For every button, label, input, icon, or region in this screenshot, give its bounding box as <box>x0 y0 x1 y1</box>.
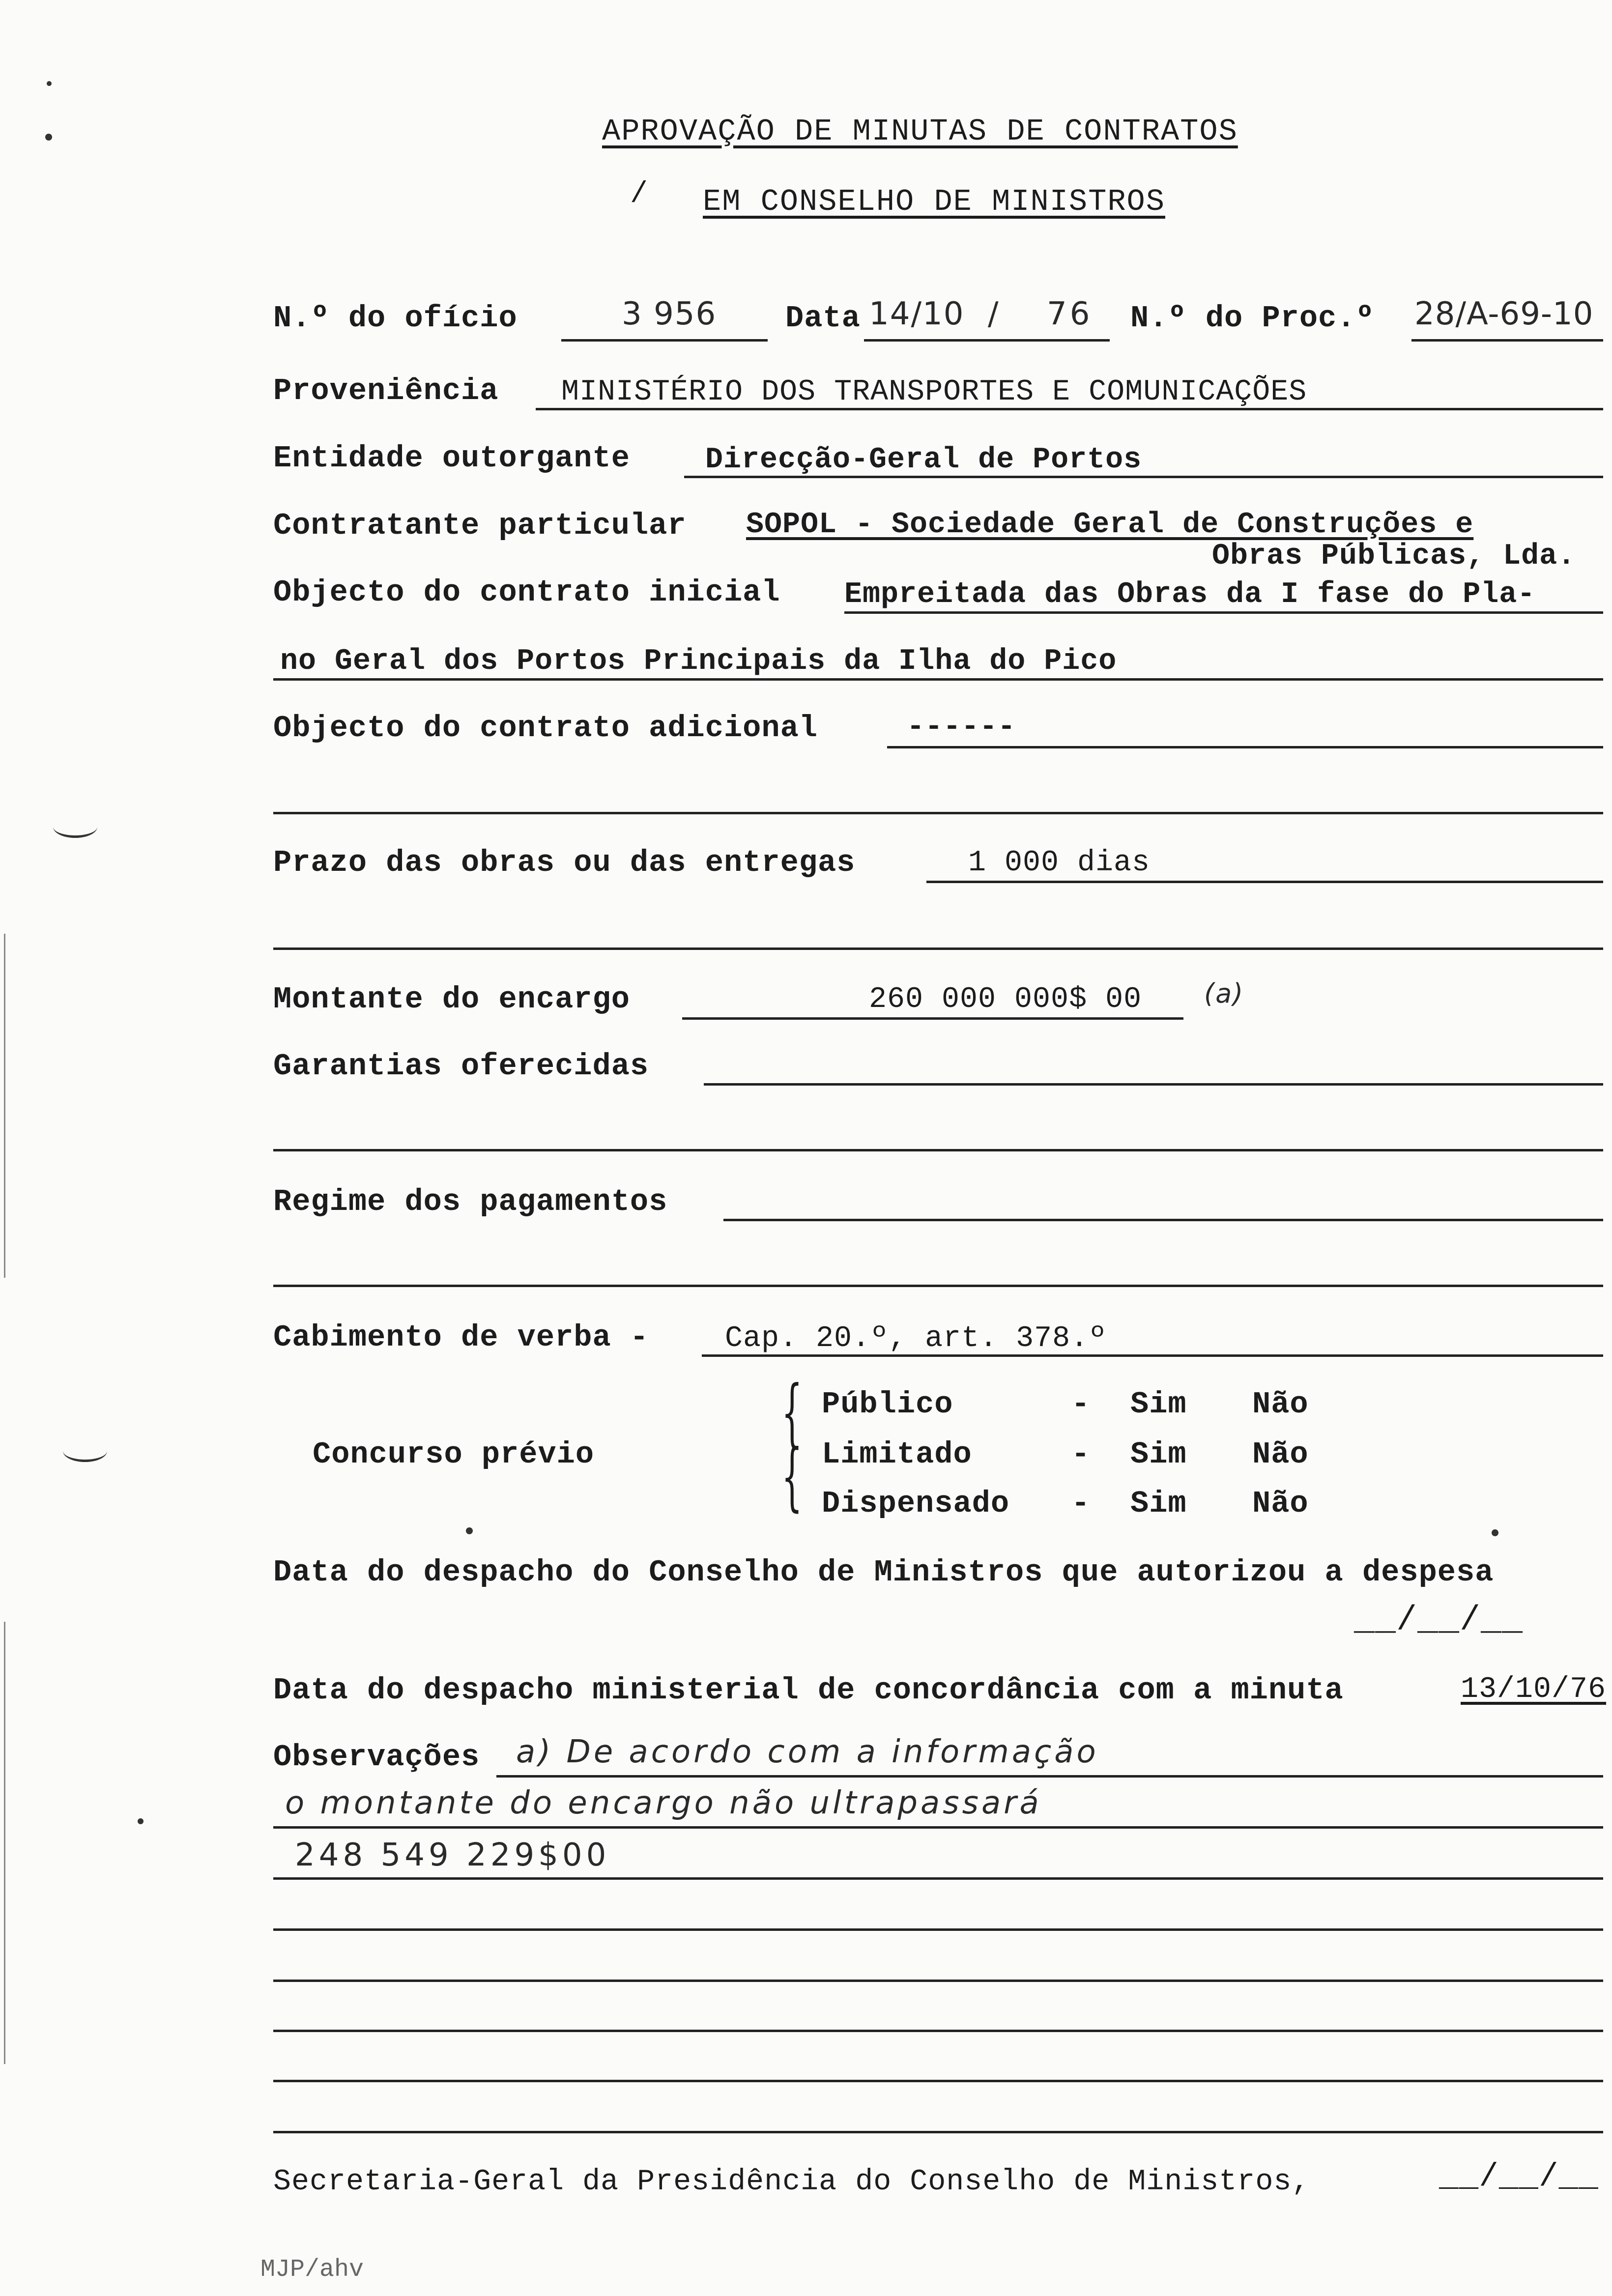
contratante-label: Contratante particular <box>273 508 687 543</box>
montante-label: Montante do encargo <box>273 982 630 1017</box>
concurso-dash: - <box>1071 1486 1091 1521</box>
concurso-sim[interactable]: Sim <box>1130 1486 1187 1521</box>
oficio-value: 3 956 <box>622 296 717 332</box>
objecto-inicial-value-line2: no Geral dos Portos Principais da Ilha do Pico <box>280 645 1117 678</box>
entidade-value: Direcção-Geral de Portos <box>705 443 1142 477</box>
cabimento-value: Cap. 20.º, art. 378.º <box>725 1322 1107 1355</box>
concurso-option-dispensado[interactable]: Dispensado <box>822 1486 1010 1521</box>
hole-arc <box>63 1440 107 1462</box>
data-day: 14/10 <box>869 296 965 332</box>
concurso-brace: { <box>781 1370 803 1456</box>
concurso-dash: - <box>1071 1437 1091 1472</box>
regime-label: Regime dos pagamentos <box>273 1184 668 1219</box>
initials: MJP/ahv <box>260 2256 364 2284</box>
data-sep: / <box>988 296 1002 332</box>
form-subtitle: EM CONSELHO DE MINISTROS <box>703 184 1165 219</box>
page-edge-mark <box>4 1622 5 2064</box>
proc-label: N.º do Proc.º <box>1130 301 1375 336</box>
observacoes-label: Observações <box>273 1740 480 1775</box>
form-title: APROVAÇÃO DE MINUTAS DE CONTRATOS <box>602 114 1238 149</box>
prazo-value: 1 000 dias <box>968 846 1151 880</box>
despacho-conselho-date: __/__/__ <box>1354 1601 1524 1640</box>
observacoes-line3: 248 549 229$00 <box>295 1837 610 1873</box>
concurso-dash: - <box>1071 1387 1091 1422</box>
secretaria-date: __/__/__ <box>1439 2158 1599 2195</box>
proc-value: 28/A-69-10 <box>1414 296 1594 332</box>
concurso-label: Concurso prévio <box>313 1437 595 1472</box>
proveniencia-value: MINISTÉRIO DOS TRANSPORTES E COMUNICAÇÕES <box>561 375 1307 409</box>
stray-mark: / <box>630 178 648 211</box>
observacoes-line2: o montante do encargo não ultrapassará <box>285 1785 1042 1821</box>
page-edge-mark <box>4 934 5 1278</box>
punch-dot <box>47 81 52 86</box>
observacoes-line1: a) De acordo com a informação <box>516 1734 1099 1770</box>
concurso-nao[interactable]: Não <box>1252 1437 1309 1472</box>
concurso-sim[interactable]: Sim <box>1130 1387 1187 1422</box>
objecto-inicial-value-line1: Empreitada das Obras da I fase do Pla- <box>844 578 1536 611</box>
objecto-inicial-label: Objecto do contrato inicial <box>273 575 780 610</box>
hole-arc <box>53 816 97 838</box>
stray-dot <box>1492 1529 1498 1536</box>
punch-dot <box>45 134 52 141</box>
stray-dot <box>466 1527 473 1534</box>
contratante-value-line2: Obras Públicas, Lda. <box>1212 540 1576 573</box>
concurso-sim[interactable]: Sim <box>1130 1437 1187 1472</box>
data-year: 76 <box>1047 296 1093 332</box>
despacho-conselho-label: Data do despacho do Conselho de Ministros que autorizou a despesa <box>273 1555 1494 1590</box>
proveniencia-label: Proveniência <box>273 373 499 408</box>
cabimento-label: Cabimento de verba - <box>273 1320 649 1355</box>
concurso-nao[interactable]: Não <box>1252 1387 1309 1422</box>
contratante-value-line1: SOPOL - Sociedade Geral de Construções e <box>746 508 1474 542</box>
objecto-adicional-label: Objecto do contrato adicional <box>273 711 818 746</box>
concurso-option-limitado[interactable]: Limitado <box>822 1437 972 1472</box>
concurso-option-publico[interactable]: Público <box>822 1387 953 1422</box>
montante-value: 260 000 000$ 00 <box>869 983 1142 1016</box>
concurso-nao[interactable]: Não <box>1252 1486 1309 1521</box>
punch-dot <box>138 1818 144 1824</box>
entidade-label: Entidade outorgante <box>273 441 630 476</box>
data-label: Data <box>785 301 861 336</box>
despacho-ministerial-label: Data do despacho ministerial de concordância com a minuta <box>273 1673 1344 1708</box>
secretaria-label: Secretaria-Geral da Presidência do Conselho de Ministros, <box>273 2165 1310 2199</box>
oficio-label: N.º do ofício <box>273 301 518 336</box>
despacho-ministerial-date: 13/10/76 <box>1461 1673 1607 1706</box>
montante-note: (a) <box>1204 978 1244 1009</box>
prazo-label: Prazo das obras ou das entregas <box>273 845 856 880</box>
objecto-adicional-value: ------ <box>907 711 1016 744</box>
concurso-brace: { <box>781 1434 803 1520</box>
garantias-label: Garantias oferecidas <box>273 1049 649 1084</box>
